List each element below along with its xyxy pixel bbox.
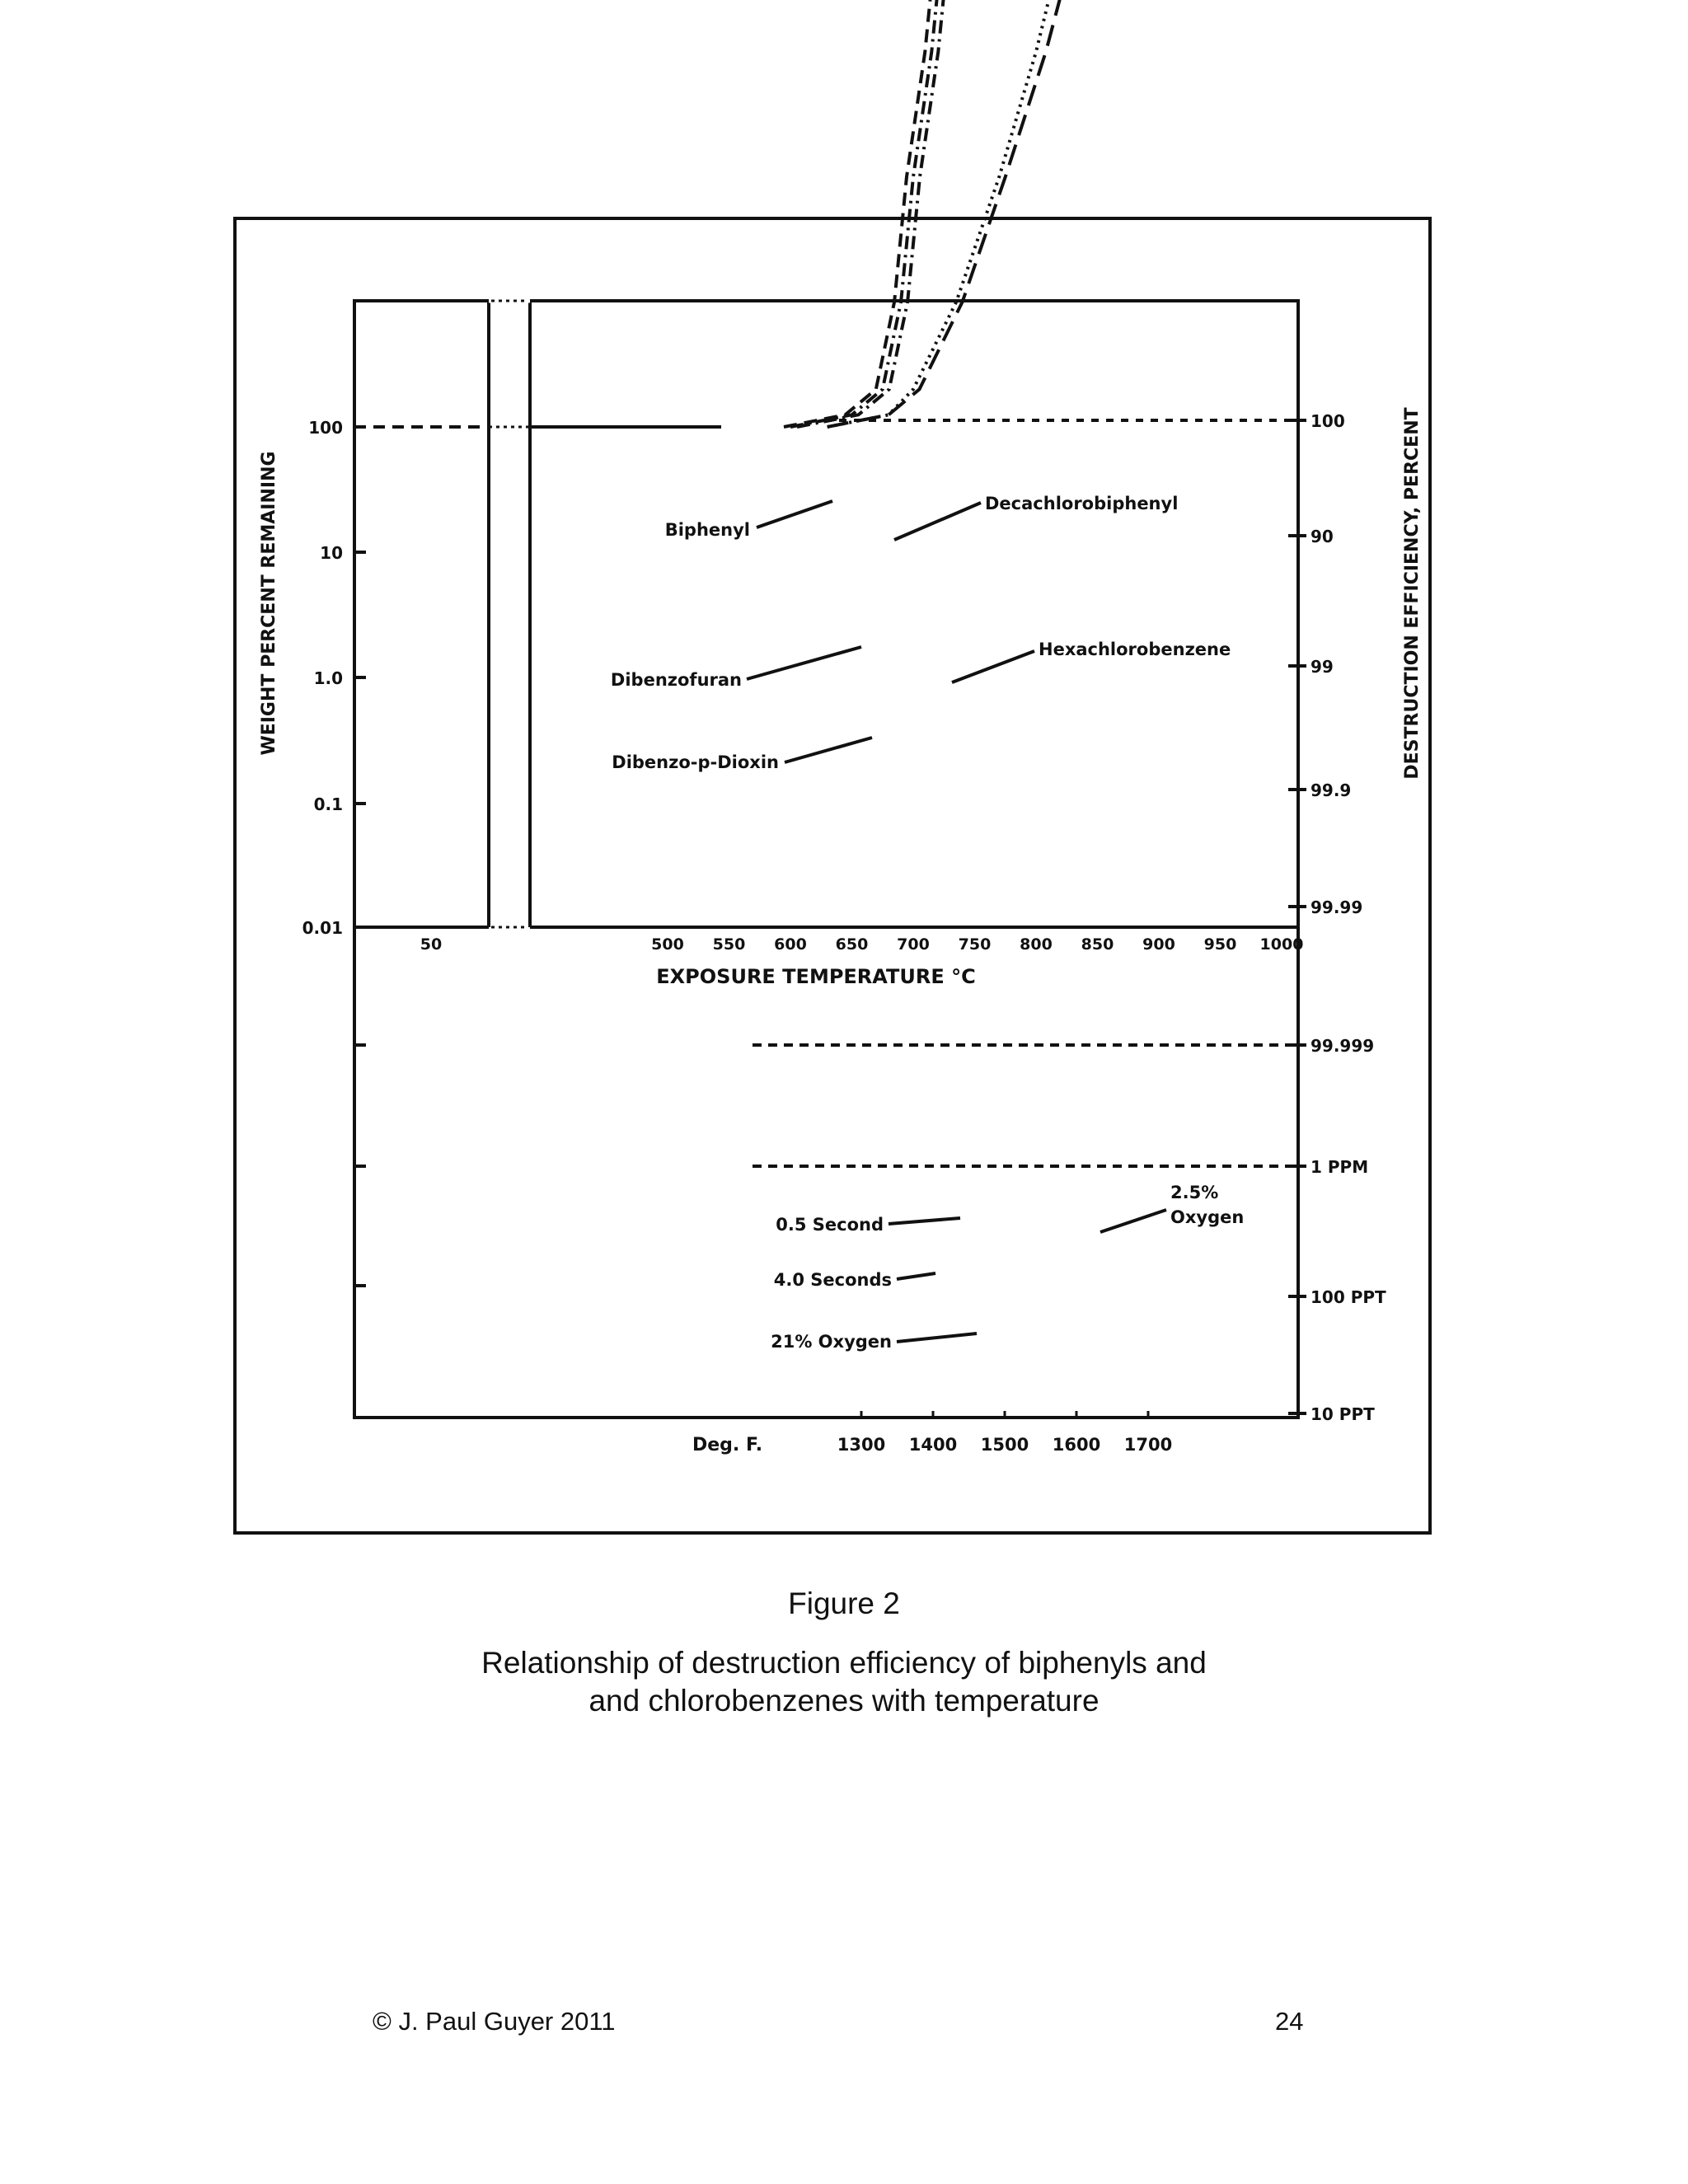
series-leader-line: [952, 651, 1034, 682]
left-tick-label: 10: [320, 543, 343, 563]
footer-copyright: © J. Paul Guyer 2011: [373, 2007, 616, 2036]
figure-caption: [0, 1644, 1688, 1720]
series-label: Dibenzo-p-Dioxin: [612, 752, 779, 772]
annotation-label-line1: 2.5%: [1170, 1183, 1219, 1202]
series-leader-line: [757, 501, 832, 527]
fahrenheit-tick-label: 1600: [1052, 1435, 1101, 1455]
series-leader-line: [894, 503, 981, 540]
right-tick-label: 99: [1311, 657, 1334, 677]
annotation-label-line2: Oxygen: [1170, 1207, 1245, 1227]
series-leader-line: [785, 738, 872, 762]
right-tick-label: 1 PPM: [1311, 1157, 1369, 1177]
celsius-tick-label: 600: [774, 935, 807, 954]
annotation-layer: [611, 494, 1244, 1352]
series-layer: [784, 0, 1232, 427]
celsius-tick-label: 500: [651, 935, 684, 954]
left-tick-label: 0.1: [313, 794, 343, 814]
celsius-tick-label: 50: [420, 935, 443, 954]
celsius-tick-label: 800: [1020, 935, 1053, 954]
annotation-leader-line: [897, 1273, 935, 1279]
figure-caption-line-1: Relationship of destruction efficiency of biphenyls and: [481, 1646, 1207, 1680]
series-label: Biphenyl: [664, 520, 750, 540]
figure-number: Figure 2: [788, 1586, 900, 1620]
annotation-leader-line: [1100, 1210, 1166, 1232]
y-axis-right-title: DESTRUCTION EFFICIENCY, PERCENT: [1402, 407, 1423, 780]
fahrenheit-tick-label: 1700: [1123, 1435, 1173, 1455]
annotation-label: 21% Oxygen: [771, 1332, 892, 1352]
y-axis-left-title: WEIGHT PERCENT REMAINING: [259, 451, 279, 756]
celsius-tick-label: 550: [712, 935, 746, 954]
right-tick-label: 100: [1311, 411, 1345, 431]
right-axis-ticks: [1288, 411, 1386, 1424]
plot-area: [354, 301, 1298, 1418]
annotation-label: 0.5 Second: [776, 1215, 884, 1235]
right-tick-label: 90: [1311, 527, 1334, 546]
left-tick-label: 100: [308, 418, 343, 438]
right-tick-label: 99.99: [1311, 898, 1363, 917]
figure-caption-line-2: and chlorobenzenes with temperature: [588, 1684, 1100, 1718]
left-tick-label: 1.0: [313, 668, 343, 688]
annotation-leader-line: [889, 1218, 960, 1224]
right-tick-label: 100 PPT: [1311, 1287, 1386, 1307]
celsius-axis-ticks: [420, 935, 1304, 954]
left-axis-ticks: [302, 418, 366, 1286]
fahrenheit-axis-title: Deg. F.: [692, 1435, 763, 1455]
celsius-tick-label: 750: [958, 935, 992, 954]
fahrenheit-tick-label: 1500: [980, 1435, 1029, 1455]
series-label: Dibenzofuran: [610, 670, 742, 690]
right-tick-label: 10 PPT: [1311, 1404, 1375, 1424]
series-label: Decachlorobiphenyl: [985, 494, 1179, 513]
celsius-tick-label: 850: [1081, 935, 1114, 954]
page-number: 24: [1275, 2007, 1304, 2036]
celsius-tick-label: 950: [1203, 935, 1237, 954]
series-leader-line: [747, 647, 861, 679]
annotation-label: 4.0 Seconds: [773, 1270, 892, 1290]
x-axis-title: EXPOSURE TEMPERATURE °C: [656, 965, 976, 988]
celsius-tick-label: 700: [897, 935, 930, 954]
celsius-tick-label: 650: [835, 935, 869, 954]
left-tick-label: 0.01: [302, 918, 343, 938]
annotation-leader-line: [897, 1333, 977, 1342]
celsius-tick-label: 1000: [1259, 935, 1304, 954]
series-label: Hexachlorobenzene: [1039, 640, 1231, 659]
fahrenheit-tick-label: 1400: [908, 1435, 958, 1455]
fahrenheit-tick-label: 1300: [837, 1435, 886, 1455]
right-tick-label: 99.9: [1311, 780, 1352, 800]
celsius-tick-label: 900: [1142, 935, 1175, 954]
right-tick-label: 99.999: [1311, 1036, 1375, 1056]
series-line: [784, 0, 1011, 427]
